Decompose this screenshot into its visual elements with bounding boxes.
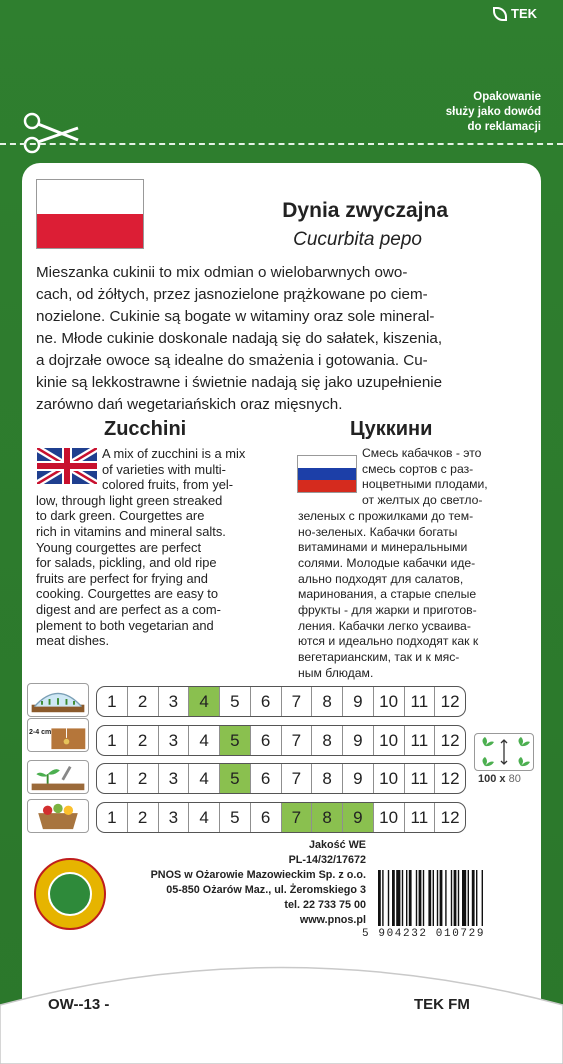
calendar-month-cell: 12 [434, 764, 465, 793]
calendar-month-cell: 2 [127, 726, 158, 755]
product-code: OW--13 - [48, 996, 110, 1013]
calendar-month-cell: 9 [342, 726, 373, 755]
english-line: of varieties with multi- [102, 461, 226, 477]
calendar-month-cell: 8 [311, 726, 342, 755]
plant-spacing-icon [474, 733, 534, 771]
russian-line: вегетарианским, так и к мяс- [298, 650, 460, 665]
barcode-number: 5 904232 010729 [362, 928, 486, 940]
calendar-month-cell: 10 [373, 764, 404, 793]
english-line: for salads, pickling, and old ripe [36, 555, 217, 571]
calendar-month-cell: 9 [342, 803, 373, 832]
packaging-note [446, 90, 541, 135]
company-line: www.pnos.pl [299, 914, 366, 926]
company-line: Jakość WE [308, 839, 366, 851]
calendar-month-cell: 8 [311, 803, 342, 832]
calendar-month-cell: 11 [404, 803, 435, 832]
english-line: rich in vitamins and mineral salts. [36, 523, 226, 539]
english-line: A mix of zucchini is a mix [102, 446, 246, 461]
russian-line: витаминами и минеральными [298, 540, 468, 555]
calendar-month-cell: 6 [250, 726, 281, 755]
description-english [36, 446, 271, 649]
english-line: to dark green. Courgettes are [36, 508, 205, 524]
calendar-row-harvest [96, 802, 466, 833]
calendar-month-cell: 5 [219, 687, 250, 716]
calendar-row-planting-out [96, 763, 466, 794]
calendar-month-cell: 10 [373, 803, 404, 832]
pnos-ozarow-seal-icon [34, 858, 106, 930]
russian-line: ным блюдам. [298, 665, 374, 680]
calendar-month-cell: 4 [188, 764, 219, 793]
description-line: ne. Młode cukinie doskonale nadają się do sałatek, kiszenia, [36, 330, 443, 347]
calendar-month-cell: 9 [342, 687, 373, 716]
english-line: meat dishes. [36, 633, 110, 649]
russian-line: смесь сортов с раз- [362, 461, 474, 476]
calendar-month-cell: 1 [107, 768, 117, 788]
calendar-month-cell: 10 [373, 687, 404, 716]
greenhouse-tunnel-icon [27, 683, 89, 717]
calendar-month-cell: 3 [158, 726, 189, 755]
english-line: plement to both vegetarian and [36, 617, 214, 633]
packaging-note-line: do reklamacji [467, 121, 541, 133]
calendar-month-cell: 4 [188, 687, 219, 716]
description-line: cach, od żółtych, przez jasnozielone prążkowane po ciem- [36, 286, 428, 303]
poland-flag-icon [36, 179, 144, 249]
description-line: kinie są lekkostrawne i świetnie nadają się jako uzupełnienie [36, 374, 443, 391]
english-line: Young courgettes are perfect [36, 539, 202, 555]
calendar-month-cell: 2 [127, 687, 158, 716]
calendar-row-sowing-depth [96, 725, 466, 756]
company-line: PNOS w Ożarowie Mazowieckim Sp. z o.o. [150, 869, 366, 881]
sowing-depth-label: 2-4 cm [28, 729, 52, 737]
calendar-month-cell: 3 [158, 687, 189, 716]
company-line: PL-14/32/17672 [288, 854, 366, 866]
description-line: a dojrzałe owoce są idealne do smażenia i gotowania. Cu- [36, 352, 428, 369]
russian-heading: Цуккини [350, 418, 433, 440]
tek-logo [493, 6, 537, 21]
calendar-month-cell: 2 [127, 803, 158, 832]
seedling-planting-icon [27, 760, 89, 794]
tek-brand-text: TEK [511, 6, 537, 21]
harvest-basket-icon [27, 799, 89, 833]
description-line: nozielone. Cukinie są bogate w witaminy oraz sole mineral- [36, 308, 435, 325]
russian-line: фрукты - для жарки и приготов- [298, 603, 477, 618]
calendar-month-cell: 4 [188, 726, 219, 755]
calendar-month-cell: 9 [342, 764, 373, 793]
calendar-month-cell: 1 [107, 807, 117, 827]
calendar-month-cell: 6 [250, 687, 281, 716]
calendar-month-cell: 12 [434, 726, 465, 755]
description-polish [36, 262, 525, 416]
calendar-month-cell: 3 [158, 764, 189, 793]
company-line: tel. 22 733 75 00 [284, 899, 366, 911]
russian-line: от желтых до светло- [362, 493, 483, 508]
spacing-main: 100 x [478, 773, 506, 785]
tek-leaf-icon [493, 7, 507, 21]
english-line: digest and are perfect as a com- [36, 601, 221, 617]
russian-line: Смесь кабачков - это [362, 446, 482, 460]
calendar-month-cell: 5 [219, 803, 250, 832]
packaging-note-line: Opakowanie [473, 91, 541, 103]
calendar-month-cell: 7 [281, 803, 312, 832]
english-heading: Zucchini [104, 418, 187, 440]
english-line: fruits are perfect for frying and [36, 570, 208, 586]
calendar-month-cell: 12 [434, 803, 465, 832]
product-title: Dynia zwyczajna [282, 199, 448, 222]
calendar-month-cell: 5 [219, 726, 250, 755]
product-latin-name: Cucurbita pepo [293, 229, 422, 250]
calendar-month-cell: 5 [219, 764, 250, 793]
calendar-month-cell: 6 [250, 803, 281, 832]
calendar-month-cell: 3 [158, 803, 189, 832]
description-line: zarówno dań wegetariańskich oraz mięsnych. [36, 396, 343, 413]
russian-line: маринования, а старые спелые [298, 587, 477, 602]
producer-code: TEK FM [414, 996, 470, 1013]
calendar-month-cell: 11 [404, 764, 435, 793]
calendar-month-cell: 2 [127, 764, 158, 793]
russian-line: солями. Молодые кабачки иде- [298, 555, 476, 570]
ean-barcode-icon [374, 868, 518, 928]
calendar-month-cell: 7 [281, 726, 312, 755]
english-line: cooking. Courgettes are easy to [36, 586, 219, 602]
calendar-month-cell: 6 [250, 764, 281, 793]
calendar-month-cell: 11 [404, 687, 435, 716]
calendar-month-cell: 7 [281, 764, 312, 793]
spacing-second: 80 [508, 773, 521, 785]
calendar-month-cell: 10 [373, 726, 404, 755]
calendar-month-cell: 4 [188, 803, 219, 832]
calendar-month-cell: 11 [404, 726, 435, 755]
calendar-month-cell: 8 [311, 764, 342, 793]
russian-line: ются и идеально подходят как к [298, 634, 479, 649]
calendar-month-cell: 1 [107, 730, 117, 750]
company-line: 05-850 Ożarów Maz., ul. Żeromskiego 3 [166, 884, 366, 896]
russian-line: ально подходят для салатов, [298, 571, 464, 586]
calendar-month-cell: 12 [434, 687, 465, 716]
description-line: Mieszanka cukinii to mix odmian o wielobarwnych owo- [36, 264, 408, 281]
russian-line: ления. Кабачки легко усваива- [298, 618, 471, 633]
calendar-month-cell: 8 [311, 687, 342, 716]
russian-line: ноцветными плодами, [362, 477, 488, 492]
calendar-month-cell: 1 [107, 691, 117, 711]
calendar-month-cell: 7 [281, 687, 312, 716]
english-line: low, through light green streaked [36, 492, 223, 508]
plant-spacing-label [478, 773, 521, 785]
packaging-note-line: służy jako dowód [445, 106, 541, 118]
description-russian [298, 446, 530, 682]
scissors-icon[interactable] [22, 112, 80, 154]
english-line: colored fruits, from yel- [102, 477, 234, 493]
company-info [118, 838, 366, 928]
russian-line: зеленых с прожилками до тем- [298, 508, 474, 523]
sowing-depth-icon [27, 718, 89, 752]
calendar-row-sowing-under-cover [96, 686, 466, 717]
cut-line[interactable] [0, 143, 563, 145]
russian-line: но-зеленых. Кабачки богаты [298, 524, 458, 539]
